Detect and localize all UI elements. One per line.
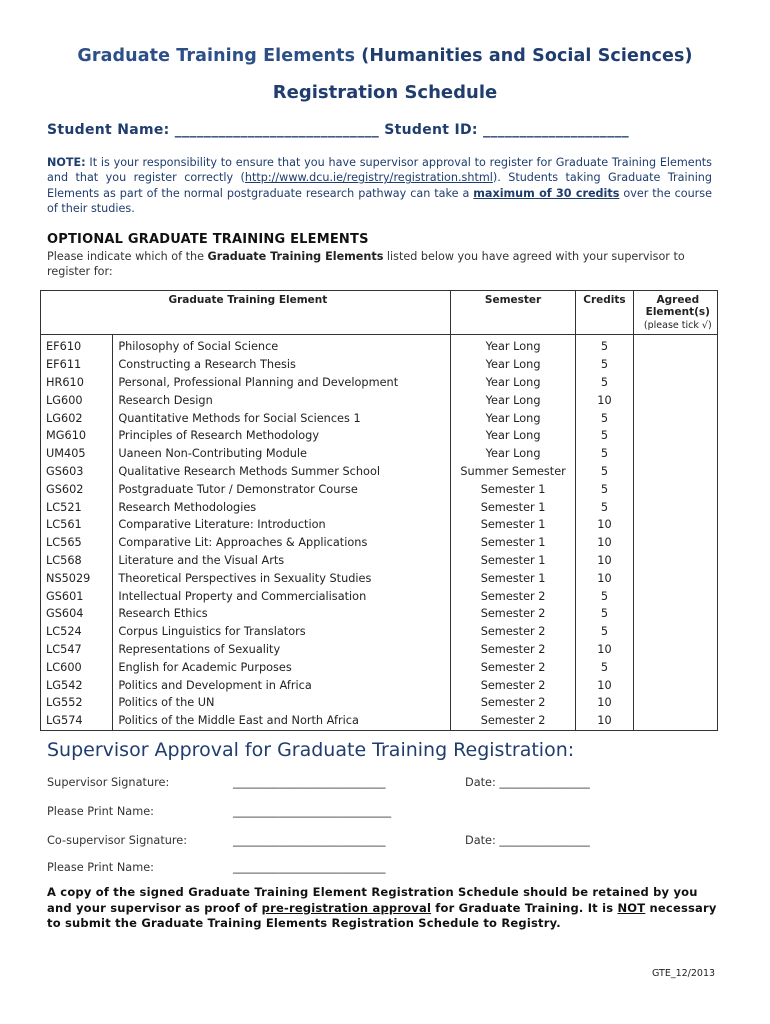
instructions-text-1: Please indicate which of the (47, 250, 208, 263)
element-name: Representations of Sexuality (113, 641, 450, 659)
element-code: GS602 (41, 480, 113, 498)
element-semester: Year Long (450, 356, 576, 374)
element-semester: Semester 2 (450, 712, 576, 730)
element-semester: Semester 2 (450, 623, 576, 641)
table-row (41, 641, 718, 659)
element-name: Politics of the UN (113, 694, 450, 712)
element-semester: Semester 2 (450, 587, 576, 605)
optional-elements-instructions (47, 249, 707, 279)
copy-text-1: A copy of the signed Graduate Training Element Registration Schedule should be retained by you and your supervisor as proof of (47, 885, 698, 915)
copy-text-3: necessary to submit the Graduate Training Elements Registration Schedule to Registry. (47, 900, 717, 930)
element-semester: Year Long (450, 374, 576, 392)
agreed-tick-cell[interactable] (633, 356, 717, 374)
print-name-field[interactable]: ____________________________ (233, 805, 392, 818)
element-semester: Semester 1 (450, 534, 576, 552)
table-row (41, 391, 718, 409)
element-name: Qualitative Research Methods Summer School (113, 463, 450, 481)
note-label: NOTE: (47, 156, 86, 169)
element-credits: 5 (576, 463, 633, 481)
element-semester: Semester 1 (450, 552, 576, 570)
element-semester: Year Long (450, 409, 576, 427)
element-credits: 10 (576, 676, 633, 694)
table-row (41, 569, 718, 587)
cosupervisor-date-field[interactable]: Date: ________________ (465, 834, 590, 847)
element-semester: Semester 1 (450, 480, 576, 498)
table-row (41, 498, 718, 516)
student-name-id-line[interactable]: Student Name: ____________________________ Student ID: ____________________ (47, 122, 629, 138)
element-semester: Semester 2 (450, 694, 576, 712)
agreed-tick-cell[interactable] (633, 427, 717, 445)
element-code: LC547 (41, 641, 113, 659)
agreed-label: Agreed Element(s) (645, 294, 710, 318)
element-credits: 10 (576, 712, 633, 730)
element-semester: Summer Semester (450, 463, 576, 481)
agreed-tick-cell[interactable] (633, 658, 717, 676)
element-name: English for Academic Purposes (113, 658, 450, 676)
element-name: Postgraduate Tutor / Demonstrator Course (113, 480, 450, 498)
table-row (41, 712, 718, 730)
note-text-3: over the course of their studies. (47, 186, 712, 215)
header-semester: Semester (450, 291, 576, 335)
element-name: Research Ethics (113, 605, 450, 623)
element-name: Politics and Development in Africa (113, 676, 450, 694)
agreed-tick-cell[interactable] (633, 391, 717, 409)
element-credits: 10 (576, 534, 633, 552)
supervisor-signature-label: Supervisor Signature: (47, 776, 170, 789)
table-row (41, 480, 718, 498)
element-name: Principles of Research Methodology (113, 427, 450, 445)
element-semester: Year Long (450, 427, 576, 445)
element-semester: Year Long (450, 335, 576, 356)
element-credits: 5 (576, 356, 633, 374)
form-code-footer: GTE_12/2013 (652, 968, 716, 979)
supervisor-signature-field[interactable]: ___________________________ (233, 776, 386, 789)
print-name-label-2: Please Print Name: (47, 861, 154, 874)
header-credits: Credits (576, 291, 633, 335)
supervisor-date-field[interactable]: Date: ________________ (465, 776, 590, 789)
element-name: Constructing a Research Thesis (113, 356, 450, 374)
element-semester: Semester 2 (450, 605, 576, 623)
agreed-tick-cell[interactable] (633, 623, 717, 641)
agreed-tick-cell[interactable] (633, 374, 717, 392)
note-text-1: It is your responsibility to ensure that you have supervisor approval to register for Graduate Training Elements and that you register correctly ( (47, 156, 712, 185)
element-code: EF611 (41, 356, 113, 374)
agreed-tick-cell[interactable] (633, 569, 717, 587)
element-credits: 10 (576, 694, 633, 712)
element-code: LG602 (41, 409, 113, 427)
element-name: Comparative Lit: Approaches & Applications (113, 534, 450, 552)
title-rest: (Humanities and Social Sciences) (361, 46, 693, 66)
element-code: LG574 (41, 712, 113, 730)
table-header-row (41, 291, 718, 335)
element-name: Research Methodologies (113, 498, 450, 516)
header-element: Graduate Training Element (41, 291, 451, 335)
print-name-field-2[interactable]: ___________________________ (233, 861, 386, 874)
copy-text-2: for Graduate Training. It is (431, 900, 618, 915)
element-code: LC568 (41, 552, 113, 570)
table-row (41, 356, 718, 374)
instructions-bold: Graduate Training Elements (207, 250, 384, 263)
note-paragraph (47, 155, 712, 216)
optional-elements-heading: OPTIONAL GRADUATE TRAINING ELEMENTS (47, 232, 369, 247)
element-semester: Semester 1 (450, 516, 576, 534)
table-row (41, 427, 718, 445)
max-credits: maximum of 30 credits (473, 186, 620, 200)
instructions-text-2: listed below you have agreed with your supervisor to register for: (47, 250, 685, 278)
agreed-tick-cell[interactable] (633, 712, 717, 730)
element-code: LG542 (41, 676, 113, 694)
element-name: Comparative Literature: Introduction (113, 516, 450, 534)
table-row (41, 409, 718, 427)
element-code: NS5029 (41, 569, 113, 587)
table-row (41, 658, 718, 676)
document-subtitle: Registration Schedule (272, 82, 498, 103)
cosupervisor-signature-field[interactable]: ___________________________ (233, 834, 386, 847)
registry-link[interactable]: http://www.dcu.ie/registry/registration.shtml (244, 171, 493, 185)
element-credits: 5 (576, 445, 633, 463)
header-agreed (633, 291, 717, 335)
element-code: LC524 (41, 623, 113, 641)
element-code: LG552 (41, 694, 113, 712)
table-row (41, 694, 718, 712)
element-semester: Semester 2 (450, 676, 576, 694)
element-credits: 10 (576, 552, 633, 570)
element-credits: 5 (576, 605, 633, 623)
element-name: Corpus Linguistics for Translators (113, 623, 450, 641)
element-code: LG600 (41, 391, 113, 409)
element-semester: Semester 1 (450, 569, 576, 587)
element-name: Literature and the Visual Arts (113, 552, 450, 570)
element-credits: 5 (576, 374, 633, 392)
element-credits: 5 (576, 658, 633, 676)
element-code: GS603 (41, 463, 113, 481)
element-credits: 5 (576, 498, 633, 516)
element-credits: 5 (576, 335, 633, 356)
element-code: MG610 (41, 427, 113, 445)
note-text-2: ). Students taking Graduate Training Elements as part of the normal postgraduate research pathway can take a (47, 171, 712, 200)
agreed-tick-cell[interactable] (633, 463, 717, 481)
element-code: EF610 (41, 335, 113, 356)
element-semester: Year Long (450, 391, 576, 409)
element-credits: 10 (576, 569, 633, 587)
agreed-tick-cell[interactable] (633, 498, 717, 516)
element-name: Intellectual Property and Commercialisation (113, 587, 450, 605)
element-name: Uaneen Non-Contributing Module (113, 445, 450, 463)
element-semester: Semester 2 (450, 658, 576, 676)
table-row (41, 587, 718, 605)
element-code: LC521 (41, 498, 113, 516)
element-credits: 5 (576, 427, 633, 445)
element-credits: 10 (576, 641, 633, 659)
element-name: Politics of the Middle East and North Africa (113, 712, 450, 730)
element-credits: 5 (576, 480, 633, 498)
agreed-tick-cell[interactable] (633, 552, 717, 570)
agreed-tick-cell[interactable] (633, 534, 717, 552)
agreed-tick-cell[interactable] (633, 516, 717, 534)
copy-retention-note (47, 885, 717, 932)
element-semester: Semester 2 (450, 641, 576, 659)
supervisor-approval-title: Supervisor Approval for Graduate Training Registration: (47, 739, 575, 761)
agreed-tick-cell[interactable] (633, 480, 717, 498)
element-credits: 10 (576, 391, 633, 409)
agreed-tick-cell[interactable] (633, 335, 717, 356)
agreed-tick-cell[interactable] (633, 641, 717, 659)
agreed-tick-cell[interactable] (633, 587, 717, 605)
element-code: LC565 (41, 534, 113, 552)
element-code: HR610 (41, 374, 113, 392)
copy-underline-2: NOT (617, 900, 646, 915)
print-name-label: Please Print Name: (47, 805, 154, 818)
element-code: LC600 (41, 658, 113, 676)
title-main: Graduate Training Elements (77, 46, 356, 66)
element-credits: 10 (576, 516, 633, 534)
table-row (41, 463, 718, 481)
table-row (41, 623, 718, 641)
element-name: Theoretical Perspectives in Sexuality Studies (113, 569, 450, 587)
element-name: Research Design (113, 391, 450, 409)
agreed-tick-cell[interactable] (633, 694, 717, 712)
element-code: UM405 (41, 445, 113, 463)
table-row (41, 335, 718, 356)
element-credits: 5 (576, 623, 633, 641)
element-credits: 5 (576, 587, 633, 605)
element-code: GS601 (41, 587, 113, 605)
element-code: LC561 (41, 516, 113, 534)
copy-underline-1: pre-registration approval (261, 900, 432, 915)
table-row (41, 676, 718, 694)
table-row (41, 552, 718, 570)
table-row (41, 516, 718, 534)
agreed-tick-cell[interactable] (633, 676, 717, 694)
element-credits: 5 (576, 409, 633, 427)
table-row (41, 605, 718, 623)
document-title (0, 46, 770, 66)
training-elements-table (40, 290, 718, 731)
table-row (41, 534, 718, 552)
agreed-tick-cell[interactable] (633, 445, 717, 463)
table-row (41, 445, 718, 463)
element-semester: Year Long (450, 445, 576, 463)
element-name: Personal, Professional Planning and Development (113, 374, 450, 392)
table-row (41, 374, 718, 392)
tick-note: (please tick √) (643, 320, 712, 331)
element-code: GS604 (41, 605, 113, 623)
element-semester: Semester 1 (450, 498, 576, 516)
agreed-tick-cell[interactable] (633, 409, 717, 427)
cosupervisor-signature-label: Co-supervisor Signature: (47, 834, 188, 847)
element-name: Quantitative Methods for Social Sciences 1 (113, 409, 450, 427)
agreed-tick-cell[interactable] (633, 605, 717, 623)
element-name: Philosophy of Social Science (113, 335, 450, 356)
